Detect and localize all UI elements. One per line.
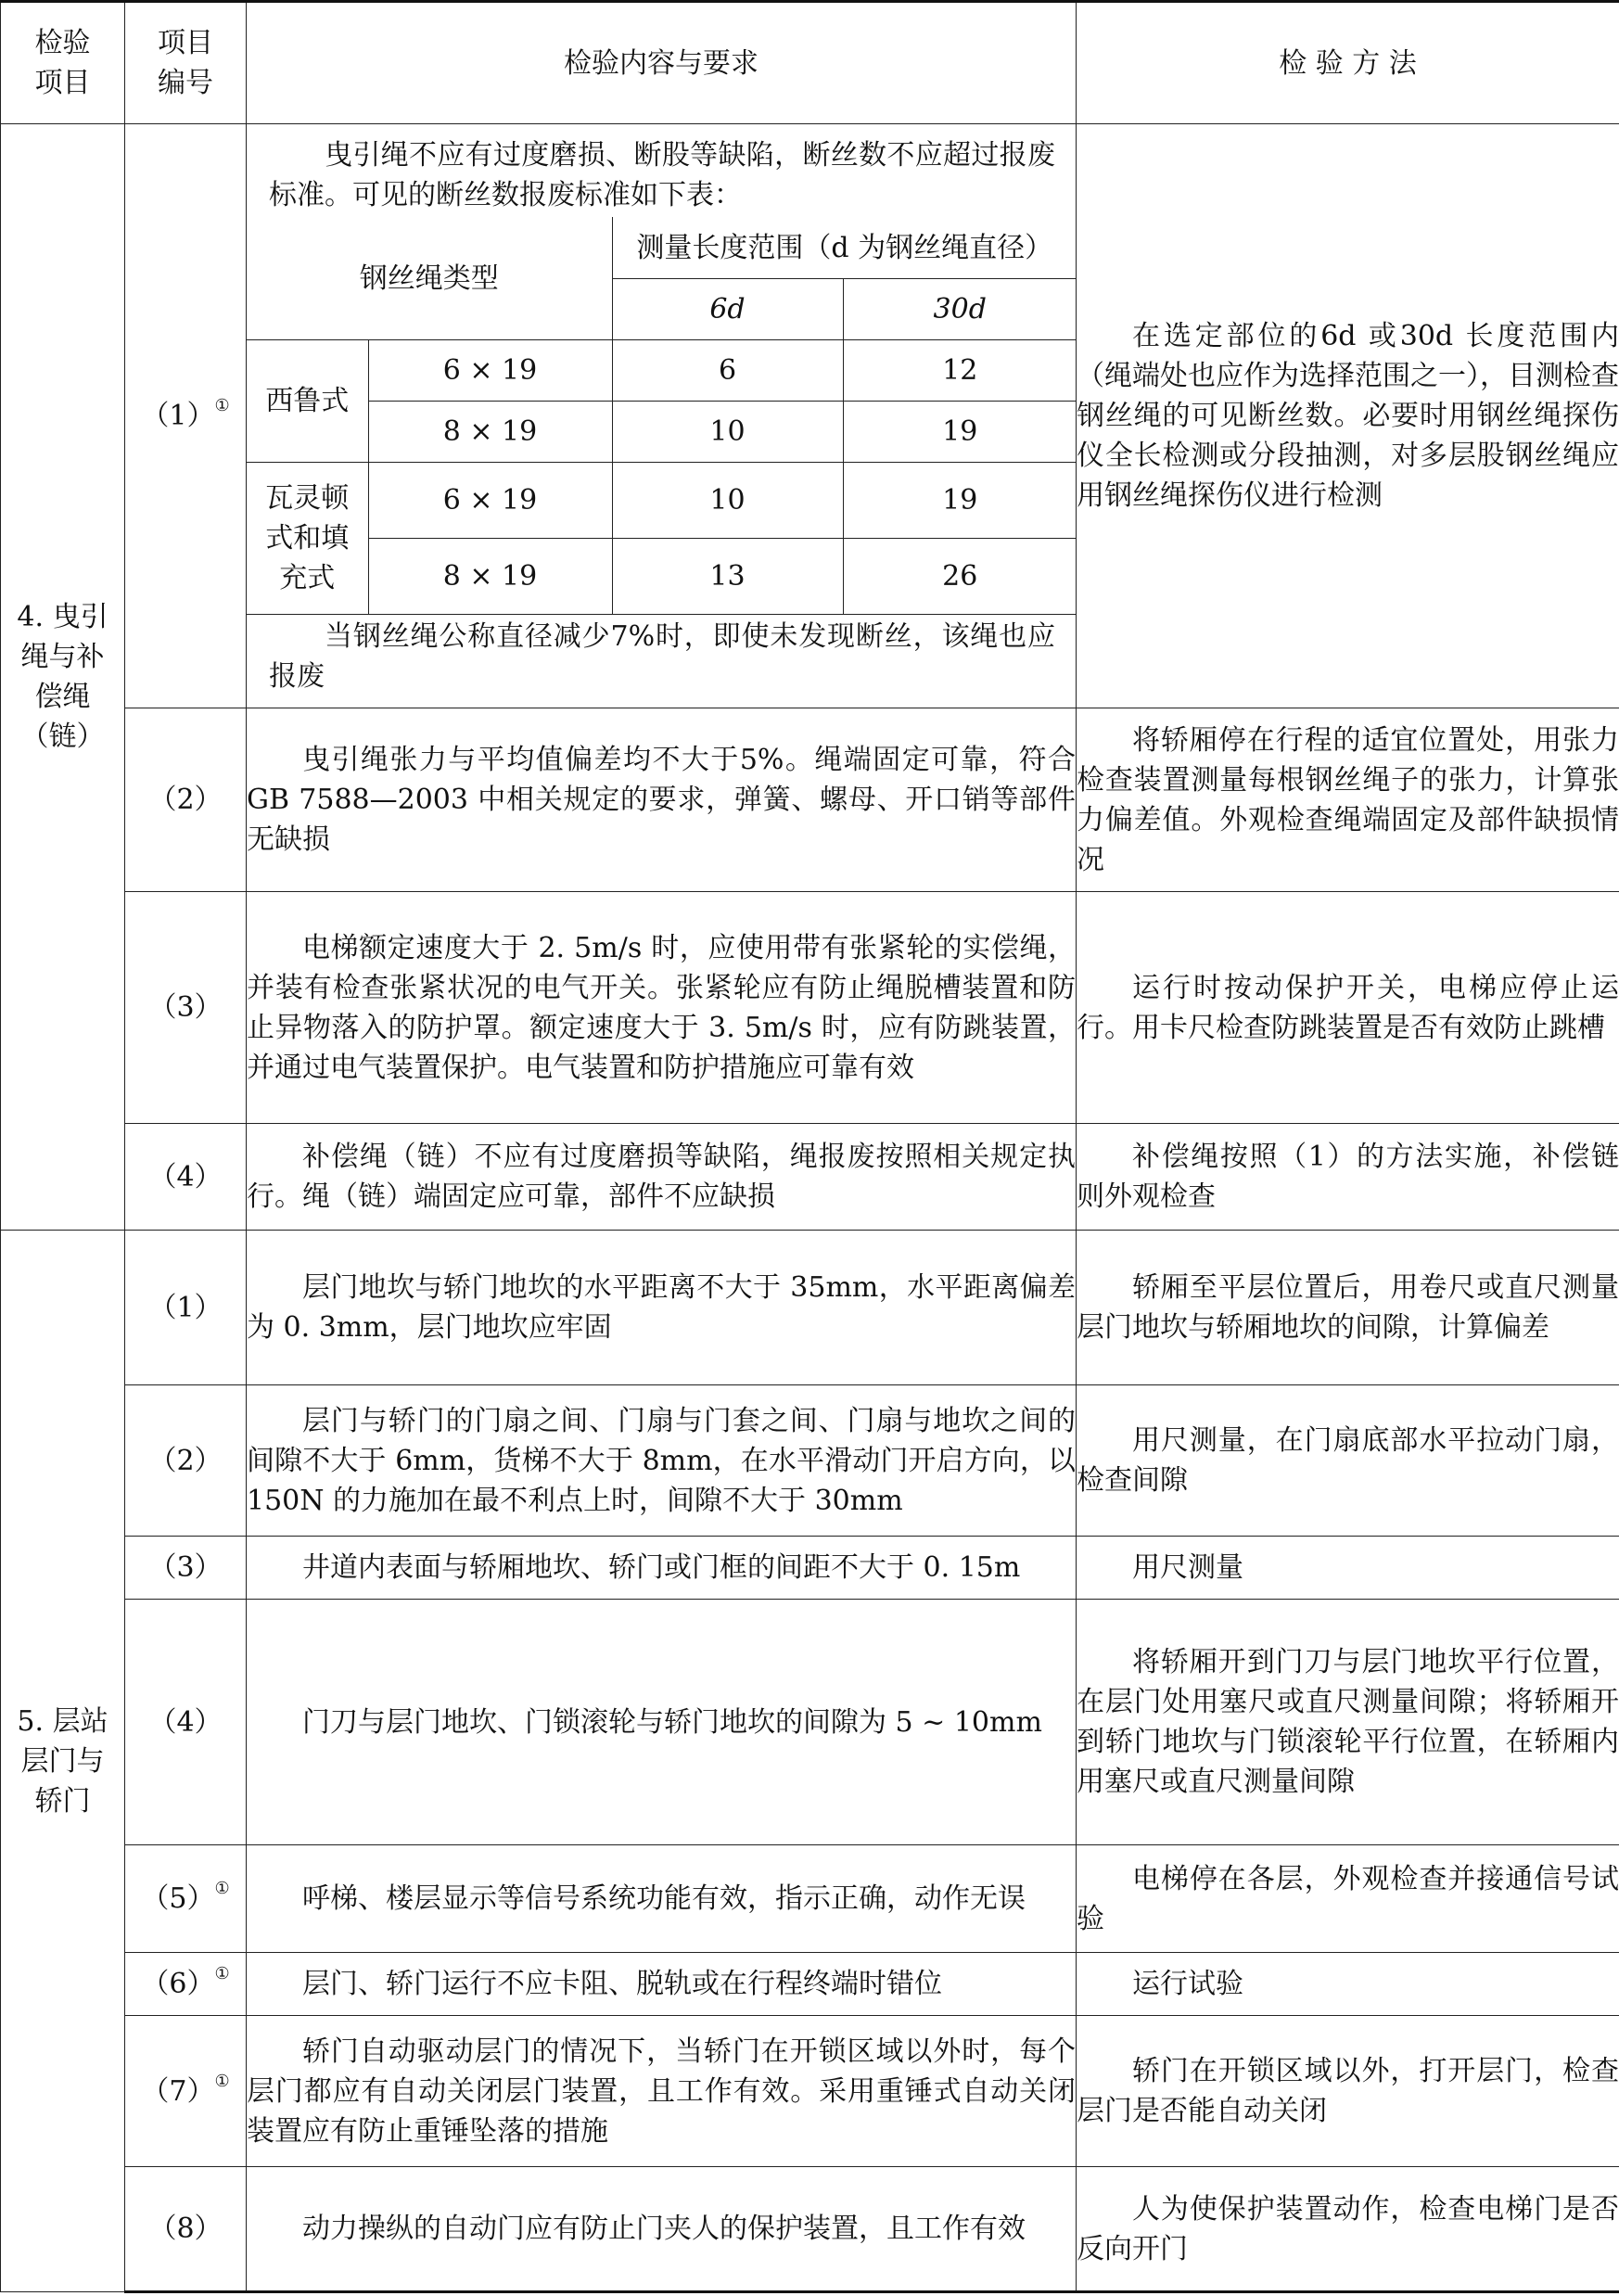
item-content: 呼梯、楼层显示等信号系统功能有效，指示正确，动作无误 [247,1845,1077,1953]
item-content: 补偿绳（链）不应有过度磨损等缺陷，绳报废按照相关规定执行。绳（链）端固定应可靠，部件不应缺损 [247,1124,1077,1231]
item-content: 轿门自动驱动层门的情况下，当轿门在开锁区域以外时，每个层门都应有自动关闭层门装置，且工作有效。采用重锤式自动关闭装置应有防止重锤坠落的措施 [247,2016,1077,2167]
item-no: （6）① [125,1953,247,2016]
value-30d: 19 [843,463,1077,539]
item-no: （5）① [125,1845,247,1953]
item-method: 将轿厢开到门刀与层门地坎平行位置，在层门处用塞尺或直尺测量间隙；将轿厢开到轿门地坎与门锁滚轮平行位置，在轿厢内用塞尺或直尺测量间隙 [1077,1600,1619,1845]
table-row [1,1600,1619,1845]
item-method: 在选定部位的6d 或30d 长度范围内（绳端处也应作为选择范围之一），目测检查钢丝绳的可见断丝数。必要时用钢丝绳探伤仪全长检测或分段抽测，对多层股钢丝绳应用钢丝绳探伤仪进行检测 [1077,124,1619,708]
value-6d: 10 [612,402,843,463]
sub-header-30d: 30d [843,279,1077,340]
sub-header-type: 钢丝绳类型 [247,217,612,340]
rope-spec: 8 × 19 [368,539,612,615]
rope-spec: 6 × 19 [368,463,612,539]
footnote-mark: ① [214,2071,230,2091]
item-method: 电梯停在各层，外观检查并接通信号试验 [1077,1845,1619,1953]
item-no: （2） [125,1385,247,1537]
value-30d: 26 [843,539,1077,615]
item-method: 人为使保护装置动作，检查电梯门是否反向开门 [1077,2167,1619,2292]
item-content: 电梯额定速度大于 2. 5m/s 时，应使用带有张紧轮的实偿绳，并装有检查张紧状况的电气开关。张紧轮应有防止绳脱槽装置和防止异物落入的防护罩。额定速度大于 3. 5m/s 时，应有防跳装置，并通过电气装置保护。电气装置和防护措施应可靠有效 [247,892,1077,1124]
item-no: （2） [125,708,247,892]
item-no: （1）① [125,124,247,708]
item-no: （4） [125,1124,247,1231]
item-content: 门刀与层门地坎、门锁滚轮与轿门地坎的间隙为 5 ~ 10mm [247,1600,1077,1845]
value-6d: 13 [612,539,843,615]
item-no: （8） [125,2167,247,2292]
item-method: 轿厢至平层位置后，用卷尺或直尺测量层门地坎与轿厢地坎的间隙，计算偏差 [1077,1231,1619,1385]
table-row [1,2016,1619,2167]
item-content: 层门与轿门的门扇之间、门扇与门套之间、门扇与地坎之间的间隙不大于 6mm，货梯不大于 8mm，在水平滑动门开启方向，以 150N 的力施加在最不利点上时，间隙不大于 30mm [247,1385,1077,1537]
header-method: 检 验 方 法 [1077,2,1619,124]
value-6d: 6 [612,340,843,402]
section-category: 4. 曳引 绳与补 偿绳 （链） [1,124,125,1231]
header-category: 检验 项目 [1,2,125,124]
item-content: 层门地坎与轿门地坎的水平距离不大于 35mm，水平距离偏差为 0. 3mm，层门地坎应牢固 [247,1231,1077,1385]
item-method: 运行时按动保护开关，电梯应停止运行。用卡尺检查防跳装置是否有效防止跳槽 [1077,892,1619,1124]
sub-header-6d: 6d [612,279,843,340]
rope-type-name: 西鲁式 [247,340,368,463]
item-content: 层门、轿门运行不应卡阻、脱轨或在行程终端时错位 [247,1953,1077,2016]
footnote-mark: ① [214,1879,230,1898]
item-no: （7）① [125,2016,247,2167]
table-row [1,1537,1619,1600]
table-row [1,1845,1619,1953]
table-row [1,2167,1619,2292]
sub-header-range: 测量长度范围（d 为钢丝绳直径） [612,217,1077,279]
table-row [1,1231,1619,1385]
table-row [1,1385,1619,1537]
item-no: （3） [125,892,247,1124]
footnote-mark: ① [214,1964,230,1983]
table-row [1,1124,1619,1231]
table-row [1,708,1619,892]
section-category: 5. 层站 层门与 轿门 [1,1231,125,2292]
footnote-mark: ① [214,396,230,415]
item-method: 轿门在开锁区域以外，打开层门，检查层门是否能自动关闭 [1077,2016,1619,2167]
table-row [1,892,1619,1124]
broken-wire-table [247,217,1077,616]
sub-table-row [247,340,1077,402]
table-header-row [1,2,1619,124]
value-30d: 12 [843,340,1077,402]
item-content: 动力操纵的自动门应有防止门夹人的保护装置，且工作有效 [247,2167,1077,2292]
table-row [1,1953,1619,2016]
item-no: （1） [125,1231,247,1385]
item-method: 运行试验 [1077,1953,1619,2016]
value-6d: 10 [612,463,843,539]
sub-table-row [247,463,1077,539]
header-content: 检验内容与要求 [247,2,1077,124]
item-content: 井道内表面与轿厢地坎、轿门或门框的间距不大于 0. 15m [247,1537,1077,1600]
item-method: 补偿绳按照（1）的方法实施，补偿链则外观检查 [1077,1124,1619,1231]
rope-type-name: 瓦灵顿 式和填 充式 [247,463,368,615]
rope-spec: 6 × 19 [368,340,612,402]
item-method: 用尺测量，在门扇底部水平拉动门扇，检查间隙 [1077,1385,1619,1537]
item-content [247,124,1077,708]
header-item-no: 项目 编号 [125,2,247,124]
rope-spec: 8 × 19 [368,402,612,463]
item-no: （4） [125,1600,247,1845]
item-no: （3） [125,1537,247,1600]
content-intro: 曳引绳不应有过度磨损、断股等缺陷，断丝数不应超过报废标准。可见的断丝数报废标准如下表： [269,138,1055,211]
table-row [1,124,1619,708]
sub-table-row [247,402,1077,463]
item-method: 将轿厢停在行程的适宜位置处，用张力检查装置测量每根钢丝绳子的张力，计算张力偏差值。外观检查绳端固定及部件缺损情况 [1077,708,1619,892]
item-content: 曳引绳张力与平均值偏差均不大于5%。绳端固定可靠，符合 GB 7588—2003 中相关规定的要求，弹簧、螺母、开口销等部件无缺损 [247,708,1077,892]
item-method: 用尺测量 [1077,1537,1619,1600]
content-outro: 当钢丝绳公称直径减少7%时，即使未发现断丝，该绳也应报废 [269,620,1055,694]
value-30d: 19 [843,402,1077,463]
sub-table-row [247,539,1077,615]
